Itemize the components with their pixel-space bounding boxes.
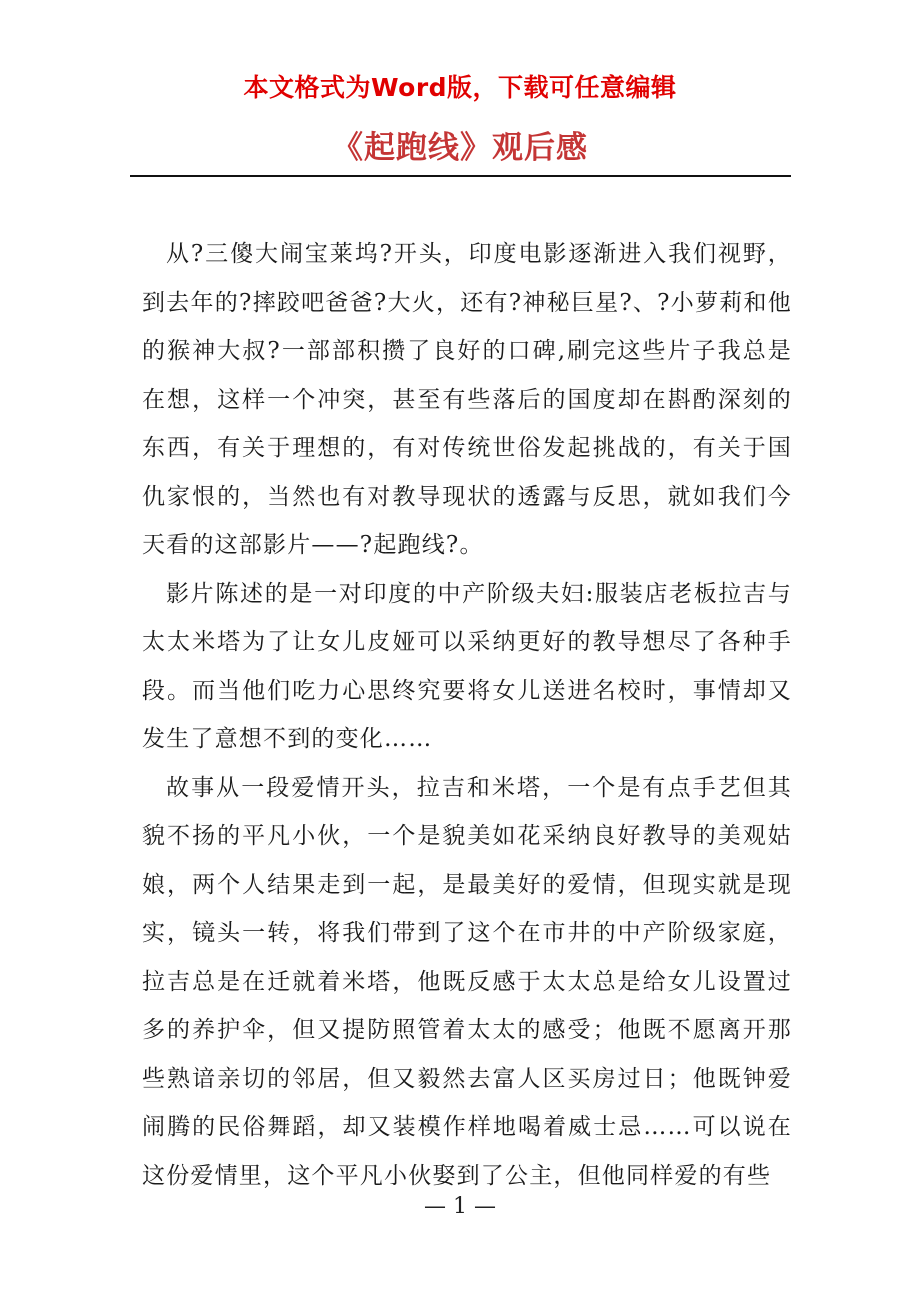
- page-number: — 1 —: [424, 1194, 496, 1219]
- paragraph: 影片陈述的是一对印度的中产阶级夫妇:服装店老板拉吉与太太米塔为了让女儿皮娅可以采纳更好的教导想尽了各种手段。而当他们吃力心思终究要将女儿送进名校时，事情却又发生了意想不到的变化……: [142, 580, 792, 752]
- document-body: [142, 230, 792, 1200]
- format-notice-banner: 本文格式为Word版，下载可任意编辑: [243, 73, 677, 102]
- paragraph: 故事从一段爱情开头，拉吉和米塔，一个是有点手艺但其貌不扬的平凡小伙，一个是貌美如花采纳良好教导的美观姑娘，两个人结果走到一起，是最美好的爱情，但现实就是现实，镜头一转，将我们带到了这个在市井的中产阶级家庭，拉吉总是在迁就着米塔，他既反感于太太总是给女儿设置过多的养护伞，但又提防照管着太太的感受；他既不愿离开那些熟谙亲切的邻居，但又毅然去富人区买房过日；他既钟爱闹腾的民俗舞蹈，却又装模作样地喝着威士忌……可以说在这份爱情里，这个平凡小伙娶到了公主，但他同样爱的有些: [142, 774, 792, 1189]
- paragraph: 从?三傻大闹宝莱坞?开头，印度电影逐渐进入我们视野，到去年的?摔跤吧爸爸?大火，还有?神秘巨星?、?小萝莉和他的猴神大叔?一部部积攒了良好的口碑,刷完这些片子我总是在想，这样一个冲突，甚至有些落后的国度却在斟酌深刻的东西，有关于理想的，有对传统世俗发起挑战的，有关于国仇家恨的，当然也有对教导现状的透露与反思，就如我们今天看的这部影片——?起跑线?。: [142, 241, 792, 558]
- title-divider: [130, 175, 791, 177]
- document-title: 《起跑线》观后感: [332, 130, 588, 166]
